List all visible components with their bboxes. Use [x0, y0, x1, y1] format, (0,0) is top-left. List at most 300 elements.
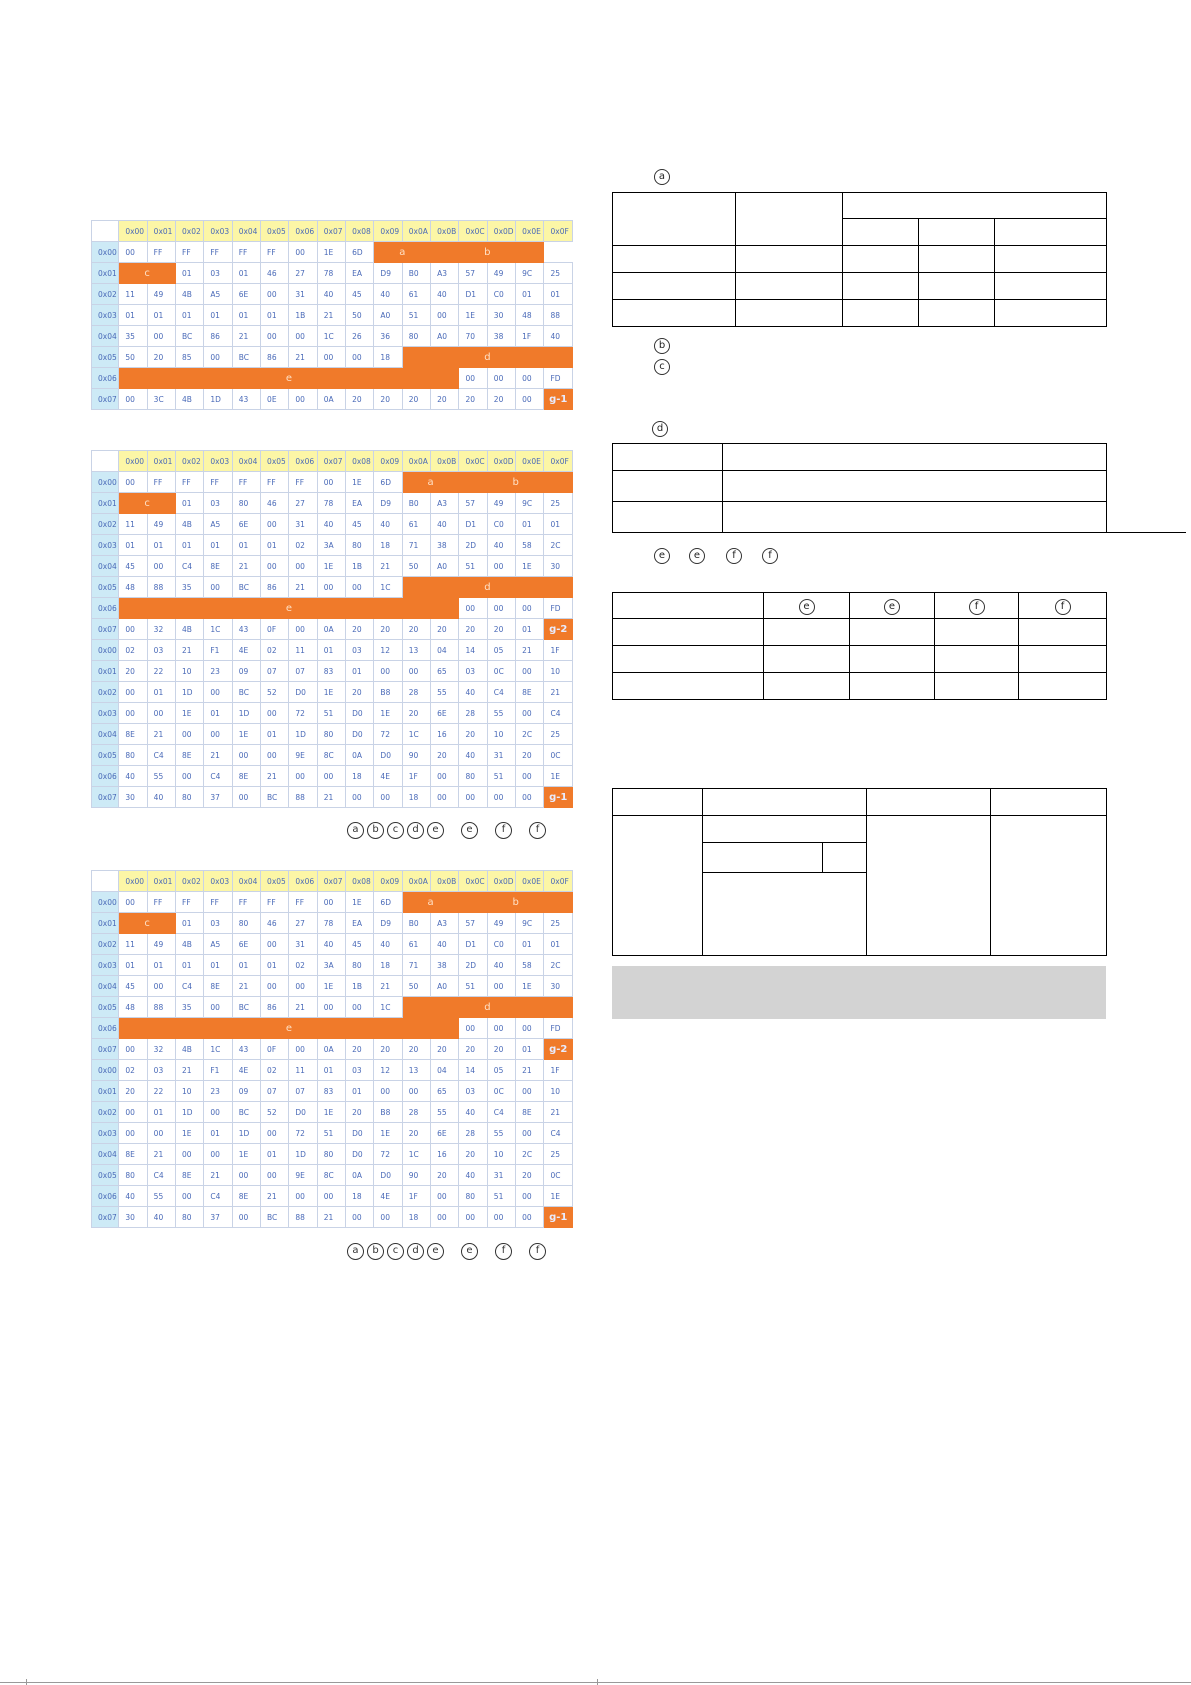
hex-cell: A3 — [431, 263, 459, 284]
hex-cell: 07 — [261, 661, 289, 682]
hex-cell: 0A — [317, 619, 345, 640]
table-efff-cell — [764, 646, 850, 673]
hex-cell: FF — [147, 892, 175, 913]
header-f1-marker: f — [969, 599, 985, 615]
row-address: 0x04 — [92, 1144, 119, 1165]
checksum-tag: g-2 — [544, 619, 573, 640]
column-header: 0x06 — [289, 871, 317, 892]
hex-cell: 8C — [317, 1165, 345, 1186]
hex-cell: 11 — [289, 640, 317, 661]
row-address: 0x05 — [92, 347, 119, 368]
row-address: 0x06 — [92, 1018, 119, 1039]
hex-row — [92, 703, 573, 724]
hex-row — [92, 598, 573, 619]
hex-row — [92, 787, 573, 808]
hex-cell: 21 — [317, 305, 345, 326]
hex-cell: 0F — [261, 619, 289, 640]
hex-cell: BC — [261, 787, 289, 808]
hex-cell: 00 — [232, 787, 260, 808]
hex-cell: 45 — [346, 284, 374, 305]
hex-cell: 30 — [119, 1207, 147, 1228]
legend-marker: f — [495, 822, 512, 839]
hex-cell: 65 — [431, 661, 459, 682]
hex-cell: FF — [289, 892, 317, 913]
hex-row — [92, 745, 573, 766]
hex-cell: 00 — [374, 1207, 402, 1228]
hex-cell: 00 — [176, 766, 204, 787]
hex-row — [92, 535, 573, 556]
hex-cell: 02 — [119, 640, 147, 661]
hex-cell: 0C — [487, 661, 515, 682]
hex-cell: 00 — [119, 619, 147, 640]
hex-cell: 25 — [544, 263, 573, 284]
hex-cell: 51 — [487, 1186, 515, 1207]
hex-cell: 00 — [346, 577, 374, 598]
hex-cell: 01 — [176, 955, 204, 976]
column-header: 0x06 — [289, 451, 317, 472]
hex-cell: 0A — [317, 389, 345, 410]
hex-cell: 4B — [176, 934, 204, 955]
hex-cell: 51 — [487, 766, 515, 787]
hex-cell: 20 — [346, 1039, 374, 1060]
edid-hex-table-2 — [91, 450, 573, 808]
hex-row — [92, 1102, 573, 1123]
hex-cell: 00 — [289, 1039, 317, 1060]
hex-cell: 00 — [487, 598, 515, 619]
hex-cell: 55 — [431, 1102, 459, 1123]
hex-cell: 0A — [317, 1039, 345, 1060]
column-header: 0x0A — [402, 221, 430, 242]
table-a-cell — [919, 219, 995, 246]
hex-cell: 40 — [119, 1186, 147, 1207]
hex-cell: 3C — [147, 389, 175, 410]
hex-cell: 86 — [261, 577, 289, 598]
legend-marker: d — [407, 1243, 424, 1260]
hex-cell: 10 — [487, 1144, 515, 1165]
hex-row — [92, 242, 573, 263]
hex-row — [92, 577, 573, 598]
hex-cell: 48 — [119, 997, 147, 1018]
hex-cell: 00 — [204, 682, 232, 703]
hex-row — [92, 955, 573, 976]
hex-cell: 00 — [516, 766, 544, 787]
hex-cell: 31 — [487, 1165, 515, 1186]
hex-row — [92, 1207, 573, 1228]
row-address: 0x00 — [92, 892, 119, 913]
hex-cell: 01 — [261, 1144, 289, 1165]
hex-cell: 1D — [289, 1144, 317, 1165]
hex-cell: 0A — [346, 745, 374, 766]
hex-cell: BC — [232, 347, 260, 368]
hex-cell: 00 — [119, 682, 147, 703]
hex-cell: 31 — [487, 745, 515, 766]
hex-cell: 71 — [402, 955, 430, 976]
field-marker: a — [374, 242, 431, 263]
column-header: 0x01 — [147, 451, 175, 472]
table-efff-cell — [1019, 619, 1107, 646]
hex-cell: EA — [346, 913, 374, 934]
hex-cell: 2D — [459, 535, 487, 556]
hex-cell: 18 — [346, 1186, 374, 1207]
hex-cell: 28 — [459, 703, 487, 724]
row-address: 0x00 — [92, 1060, 119, 1081]
field-marker: b — [459, 892, 573, 913]
table-efff-cell — [1019, 646, 1107, 673]
hex-cell: 00 — [119, 1123, 147, 1144]
hex-cell: 80 — [176, 787, 204, 808]
hex-cell: 2D — [459, 955, 487, 976]
hex-cell: 0E — [261, 389, 289, 410]
hex-cell: 01 — [516, 514, 544, 535]
hex-cell: 61 — [402, 934, 430, 955]
hex-cell: 01 — [261, 724, 289, 745]
hex-cell: 20 — [119, 661, 147, 682]
hex-cell: B8 — [374, 1102, 402, 1123]
table-efff-cell — [764, 673, 850, 700]
hex-cell: 80 — [317, 1144, 345, 1165]
row-address: 0x00 — [92, 242, 119, 263]
hex-cell: C4 — [147, 1165, 175, 1186]
hex-cell: 21 — [317, 1207, 345, 1228]
hex-cell: 45 — [346, 514, 374, 535]
hex-cell: 58 — [516, 955, 544, 976]
field-marker: e — [119, 368, 459, 389]
hex-cell: FF — [147, 472, 175, 493]
hex-cell: 38 — [487, 326, 515, 347]
hex-cell: 00 — [119, 472, 147, 493]
hex-cell: 20 — [459, 389, 487, 410]
hex-cell: 6E — [232, 934, 260, 955]
hex-cell: 21 — [204, 1165, 232, 1186]
hex-cell: 27 — [289, 913, 317, 934]
hex-cell: 00 — [317, 892, 345, 913]
hex-cell: C0 — [487, 514, 515, 535]
hex-cell: 40 — [459, 745, 487, 766]
hex-cell: 40 — [374, 284, 402, 305]
hex-cell: 1E — [317, 556, 345, 577]
hex-cell: 1F — [516, 326, 544, 347]
hex-cell: EA — [346, 493, 374, 514]
legend-marker: a — [347, 822, 364, 839]
hex-cell: 21 — [374, 556, 402, 577]
hex-cell: 22 — [147, 1081, 175, 1102]
hex-cell: C0 — [487, 934, 515, 955]
column-header: 0x08 — [346, 871, 374, 892]
table-nested-cell — [613, 789, 703, 816]
hex-cell: 4B — [176, 284, 204, 305]
hex-cell: 40 — [431, 934, 459, 955]
hex-cell: 4B — [176, 389, 204, 410]
hex-cell: 00 — [147, 1123, 175, 1144]
hex-cell: 00 — [459, 368, 487, 389]
hex-cell: C4 — [544, 1123, 573, 1144]
hex-cell: 02 — [261, 640, 289, 661]
hex-cell: 40 — [317, 284, 345, 305]
row-address: 0x01 — [92, 1081, 119, 1102]
hex-cell: 1B — [289, 305, 317, 326]
hex-cell: 49 — [487, 493, 515, 514]
hex-cell: 00 — [402, 1081, 430, 1102]
hex-cell: 21 — [261, 1186, 289, 1207]
hex-cell: BC — [261, 1207, 289, 1228]
hex-cell: 57 — [459, 913, 487, 934]
hex-cell: 80 — [346, 535, 374, 556]
hex-cell: 00 — [119, 1102, 147, 1123]
column-header: 0x0D — [487, 451, 515, 472]
hex-cell: 1D — [232, 1123, 260, 1144]
hex-cell: C4 — [176, 976, 204, 997]
hex-cell: 57 — [459, 493, 487, 514]
hex-cell: 09 — [232, 1081, 260, 1102]
hex-cell: 20 — [346, 389, 374, 410]
hex-cell: FF — [176, 892, 204, 913]
hex-cell: 1E — [176, 703, 204, 724]
hex-cell: 01 — [147, 535, 175, 556]
hex-cell: B0 — [402, 493, 430, 514]
hex-row — [92, 682, 573, 703]
table-efff-cell — [935, 619, 1019, 646]
hex-cell: 20 — [402, 1123, 430, 1144]
hex-row — [92, 1165, 573, 1186]
hex-cell: A0 — [431, 976, 459, 997]
hex-cell: 10 — [544, 1081, 573, 1102]
hex-cell: 00 — [516, 787, 544, 808]
hex-cell: 8E — [204, 556, 232, 577]
hex-cell: 03 — [147, 640, 175, 661]
hex-row — [92, 326, 573, 347]
hex-cell: 8E — [176, 1165, 204, 1186]
hex-cell: 01 — [204, 703, 232, 724]
hex-cell: 6D — [374, 472, 402, 493]
hex-cell: BC — [232, 682, 260, 703]
hex-cell: 07 — [261, 1081, 289, 1102]
hex-cell: 25 — [544, 913, 573, 934]
table-nested-cell — [867, 789, 991, 816]
hex-cell: 00 — [119, 892, 147, 913]
hex-cell: 01 — [346, 661, 374, 682]
hex-cell: 01 — [119, 955, 147, 976]
hex-cell: FF — [176, 242, 204, 263]
hex-cell: 8E — [119, 1144, 147, 1165]
marker-e1: e — [654, 548, 670, 564]
column-header: 0x04 — [232, 451, 260, 472]
column-header: 0x01 — [147, 871, 175, 892]
hex-cell: 32 — [147, 619, 175, 640]
hex-cell: 03 — [204, 263, 232, 284]
hex-cell: 00 — [261, 703, 289, 724]
hex-cell: BC — [176, 326, 204, 347]
hex-cell: 00 — [147, 326, 175, 347]
hex-cell: 52 — [261, 1102, 289, 1123]
hex-cell: 43 — [232, 389, 260, 410]
hex-cell: 20 — [487, 389, 515, 410]
column-header: 0x09 — [374, 451, 402, 472]
hex-cell: 01 — [261, 955, 289, 976]
field-marker: e — [119, 1018, 459, 1039]
row-address: 0x05 — [92, 577, 119, 598]
column-header: 0x05 — [261, 451, 289, 472]
hex-cell: 4B — [176, 514, 204, 535]
table-nested-cell — [703, 789, 867, 816]
table-d-cell — [613, 471, 723, 502]
hex-cell: 38 — [431, 955, 459, 976]
hex-cell: 1C — [402, 1144, 430, 1165]
hex-cell: 2C — [544, 535, 573, 556]
hex-cell: 28 — [402, 682, 430, 703]
hex-cell: 20 — [487, 619, 515, 640]
hex-cell: 50 — [346, 305, 374, 326]
hex-cell: 01 — [176, 493, 204, 514]
hex-cell: 01 — [176, 263, 204, 284]
hex-cell: B0 — [402, 263, 430, 284]
column-header: 0x04 — [232, 871, 260, 892]
hex-cell: 49 — [147, 284, 175, 305]
table-nested-cell — [613, 816, 703, 956]
hex-cell: D0 — [346, 703, 374, 724]
table-a-cell — [613, 246, 736, 273]
hex-cell: 55 — [431, 682, 459, 703]
hex-cell: 50 — [402, 976, 430, 997]
table-efff — [612, 592, 1107, 700]
column-header: 0x05 — [261, 221, 289, 242]
hex-cell: 04 — [431, 1060, 459, 1081]
hex-row — [92, 263, 573, 284]
hex-row — [92, 389, 573, 410]
hex-cell: 51 — [317, 1123, 345, 1144]
hex-cell: 51 — [459, 976, 487, 997]
hex-cell: 1E — [346, 892, 374, 913]
column-header: 0x0E — [516, 871, 544, 892]
table-efff-header — [764, 593, 850, 619]
field-marker: d — [402, 347, 572, 368]
column-header: 0x02 — [176, 221, 204, 242]
column-header: 0x0B — [431, 451, 459, 472]
hex-row — [92, 1018, 573, 1039]
hex-cell: 8E — [232, 1186, 260, 1207]
table-efff-cell — [850, 673, 935, 700]
hex-cell: 03 — [459, 1081, 487, 1102]
hex-cell: 00 — [487, 368, 515, 389]
table-d-cell — [723, 471, 1107, 502]
table-a-cell — [736, 193, 843, 246]
hex-cell: 20 — [487, 1039, 515, 1060]
field-marker: c — [119, 913, 176, 934]
legend-marker: f — [529, 822, 546, 839]
table-efff-cell — [613, 673, 764, 700]
hex-cell: 4B — [176, 619, 204, 640]
hex-cell: 49 — [147, 514, 175, 535]
hex-cell: 88 — [289, 1207, 317, 1228]
hex-cell: 1C — [204, 1039, 232, 1060]
divider-line — [1106, 532, 1186, 533]
hex-cell: 8E — [516, 1102, 544, 1123]
hex-cell: 1C — [374, 997, 402, 1018]
hex-cell: 20 — [346, 1102, 374, 1123]
hex-cell: 20 — [516, 1165, 544, 1186]
hex-cell: 72 — [289, 703, 317, 724]
hex-cell: F1 — [204, 1060, 232, 1081]
table-d-cell — [613, 444, 723, 471]
hex-cell: 00 — [261, 514, 289, 535]
table-a-cell — [843, 300, 919, 327]
hex-cell: 1E — [176, 1123, 204, 1144]
hex-cell: 10 — [176, 661, 204, 682]
column-header: 0x0B — [431, 871, 459, 892]
hex-cell: 01 — [147, 1102, 175, 1123]
hex-cell: 0C — [487, 1081, 515, 1102]
hex-cell: 07 — [289, 1081, 317, 1102]
hex-cell: 1E — [346, 472, 374, 493]
hex-cell: 40 — [147, 1207, 175, 1228]
hex-cell: 01 — [544, 514, 573, 535]
table-efff-cell — [850, 646, 935, 673]
hex-cell: 20 — [119, 1081, 147, 1102]
hex-cell: 00 — [204, 724, 232, 745]
table-a-cell — [736, 273, 843, 300]
hex-cell: 00 — [147, 556, 175, 577]
table-a-cell — [919, 300, 995, 327]
hex-cell: 21 — [289, 997, 317, 1018]
hex-cell: FF — [261, 892, 289, 913]
hex-cell: 80 — [119, 1165, 147, 1186]
hex-cell: 9C — [516, 493, 544, 514]
hex-cell: 1E — [317, 976, 345, 997]
hex-cell: A0 — [431, 556, 459, 577]
hex-cell: 00 — [431, 1207, 459, 1228]
hex-cell: 00 — [516, 1018, 544, 1039]
hex-cell: D0 — [374, 1165, 402, 1186]
hex-cell: 01 — [317, 640, 345, 661]
hex-cell: 21 — [289, 577, 317, 598]
hex-cell: 00 — [289, 389, 317, 410]
hex-cell: C4 — [147, 745, 175, 766]
hex-cell: 00 — [289, 619, 317, 640]
hex-row — [92, 284, 573, 305]
hex-cell: 4B — [176, 1039, 204, 1060]
hex-cell: BC — [232, 997, 260, 1018]
hex-cell: 16 — [431, 1144, 459, 1165]
hex-cell: 20 — [431, 619, 459, 640]
hex-row — [92, 766, 573, 787]
hex-cell: FD — [544, 368, 573, 389]
header-corner — [92, 451, 119, 472]
hex-row — [92, 661, 573, 682]
hex-cell: 45 — [346, 934, 374, 955]
hex-cell: 20 — [431, 1165, 459, 1186]
hex-cell: 00 — [289, 1186, 317, 1207]
hex-cell: 01 — [147, 305, 175, 326]
row-address: 0x03 — [92, 1123, 119, 1144]
hex-cell: 00 — [431, 766, 459, 787]
marker-f1: f — [726, 548, 742, 564]
hex-cell: 01 — [516, 284, 544, 305]
hex-cell: 43 — [232, 619, 260, 640]
column-header: 0x0C — [459, 451, 487, 472]
hex-cell: C4 — [487, 682, 515, 703]
hex-cell: 0F — [261, 1039, 289, 1060]
edid-hex-table-3 — [91, 870, 573, 1228]
column-header: 0x0C — [459, 221, 487, 242]
hex-cell: 00 — [516, 1186, 544, 1207]
table-efff-cell — [613, 619, 764, 646]
hex-cell: 1D — [176, 1102, 204, 1123]
hex-cell: 00 — [459, 1207, 487, 1228]
table-a-cell — [995, 273, 1107, 300]
row-address: 0x07 — [92, 1207, 119, 1228]
table-a-cell — [736, 246, 843, 273]
hex-cell: 43 — [232, 1039, 260, 1060]
hex-cell: 27 — [289, 493, 317, 514]
